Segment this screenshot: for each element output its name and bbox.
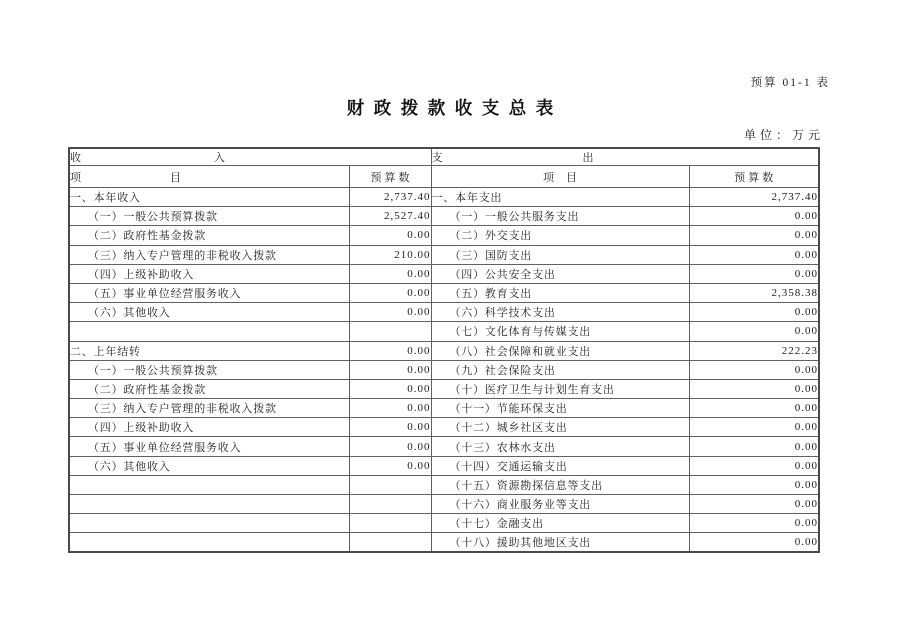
income-item-cell: （六）其他收入 xyxy=(69,303,349,322)
expense-value-cell: 0.00 xyxy=(689,379,819,398)
income-item-cell: （二）政府性基金拨款 xyxy=(69,379,349,398)
budget-table xyxy=(68,147,820,553)
expense-item-cell: （三）国防支出 xyxy=(431,245,689,264)
expense-value-cell: 0.00 xyxy=(689,303,819,322)
expense-item-cell: （一）一般公共服务支出 xyxy=(431,207,689,226)
table-row xyxy=(69,456,819,475)
income-item-cell: （六）其他收入 xyxy=(69,456,349,475)
income-value-cell: 210.00 xyxy=(349,245,431,264)
income-value-cell xyxy=(349,322,431,341)
income-item-cell: （三）纳入专户管理的非税收入拨款 xyxy=(69,399,349,418)
table-row xyxy=(69,283,819,302)
expense-item-cell: （七）文化体育与传媒支出 xyxy=(431,322,689,341)
income-item-cell: （一）一般公共预算拨款 xyxy=(69,360,349,379)
expense-value-cell: 0.00 xyxy=(689,226,819,245)
table-row xyxy=(69,379,819,398)
income-item-cell xyxy=(69,533,349,552)
expense-value-cell: 0.00 xyxy=(689,418,819,437)
expense-section-header: 支出 xyxy=(431,148,819,166)
expense-item-cell: （五）教育支出 xyxy=(431,283,689,302)
income-item-cell: （五）事业单位经营服务收入 xyxy=(69,437,349,456)
income-item-cell: 二、上年结转 xyxy=(69,341,349,360)
income-item-cell: （四）上级补助收入 xyxy=(69,418,349,437)
income-value-cell: 0.00 xyxy=(349,379,431,398)
table-row xyxy=(69,264,819,283)
expense-item-cell: （十四）交通运输支出 xyxy=(431,456,689,475)
expense-item-cell: （十一）节能环保支出 xyxy=(431,399,689,418)
expense-item-cell: （二）外交支出 xyxy=(431,226,689,245)
income-item-cell xyxy=(69,475,349,494)
income-item-cell xyxy=(69,514,349,533)
income-value-cell: 2,737.40 xyxy=(349,188,431,207)
income-value-cell: 0.00 xyxy=(349,437,431,456)
expense-item-cell: （六）科学技术支出 xyxy=(431,303,689,322)
expense-value-cell: 0.00 xyxy=(689,207,819,226)
expense-value-cell: 0.00 xyxy=(689,475,819,494)
income-value-cell xyxy=(349,495,431,514)
expense-value-cell: 222.23 xyxy=(689,341,819,360)
expense-item-cell: 一、本年支出 xyxy=(431,188,689,207)
expense-value-cell: 0.00 xyxy=(689,514,819,533)
income-section-header: 收入 xyxy=(69,148,431,166)
table-row xyxy=(69,245,819,264)
table-row xyxy=(69,399,819,418)
table-row xyxy=(69,226,819,245)
table-row xyxy=(69,514,819,533)
table-row xyxy=(69,360,819,379)
income-value-cell: 0.00 xyxy=(349,226,431,245)
income-value-cell xyxy=(349,514,431,533)
expense-item-column-header: 项目 xyxy=(431,166,689,188)
doc-code: 预算 01-1 表 xyxy=(750,77,830,89)
expense-item-cell: （十）医疗卫生与计划生育支出 xyxy=(431,379,689,398)
expense-value-cell: 0.00 xyxy=(689,264,819,283)
expense-value-cell: 2,358.38 xyxy=(689,283,819,302)
page-title: 财政拨款收支总表 xyxy=(346,98,563,118)
income-item-cell: （三）纳入专户管理的非税收入拨款 xyxy=(69,245,349,264)
expense-item-cell: （十五）资源勘探信息等支出 xyxy=(431,475,689,494)
income-item-cell: （四）上级补助收入 xyxy=(69,264,349,283)
table-row xyxy=(69,322,819,341)
income-value-cell: 0.00 xyxy=(349,418,431,437)
expense-value-cell: 0.00 xyxy=(689,399,819,418)
expense-item-cell: （九）社会保险支出 xyxy=(431,360,689,379)
income-value-cell xyxy=(349,533,431,552)
income-item-cell: （一）一般公共预算拨款 xyxy=(69,207,349,226)
table-row xyxy=(69,207,819,226)
expense-item-cell: （十六）商业服务业等支出 xyxy=(431,495,689,514)
column-header-row xyxy=(69,166,819,188)
expense-value-cell: 0.00 xyxy=(689,245,819,264)
expense-item-cell: （十七）金融支出 xyxy=(431,514,689,533)
table-row xyxy=(69,303,819,322)
expense-item-cell: （十三）农林水支出 xyxy=(431,437,689,456)
income-value-cell: 0.00 xyxy=(349,264,431,283)
income-item-cell: （二）政府性基金拨款 xyxy=(69,226,349,245)
section-header-row xyxy=(69,148,819,166)
income-value-cell: 0.00 xyxy=(349,341,431,360)
expense-item-cell: （十八）援助其他地区支出 xyxy=(431,533,689,552)
table-row xyxy=(69,437,819,456)
table-row xyxy=(69,418,819,437)
income-value-column-header: 预算数 xyxy=(349,166,431,188)
table-row xyxy=(69,341,819,360)
expense-value-cell: 0.00 xyxy=(689,456,819,475)
income-item-cell xyxy=(69,322,349,341)
expense-item-cell: （八）社会保障和就业支出 xyxy=(431,341,689,360)
table-row xyxy=(69,533,819,552)
income-value-cell: 2,527.40 xyxy=(349,207,431,226)
income-value-cell: 0.00 xyxy=(349,360,431,379)
expense-value-cell: 0.00 xyxy=(689,533,819,552)
table-row xyxy=(69,188,819,207)
expense-value-cell: 0.00 xyxy=(689,322,819,341)
expense-item-cell: （四）公共安全支出 xyxy=(431,264,689,283)
income-value-cell: 0.00 xyxy=(349,303,431,322)
income-value-cell xyxy=(349,475,431,494)
expense-value-column-header: 预算数 xyxy=(689,166,819,188)
income-item-cell xyxy=(69,495,349,514)
income-item-cell: （五）事业单位经营服务收入 xyxy=(69,283,349,302)
income-value-cell: 0.00 xyxy=(349,399,431,418)
table-row xyxy=(69,475,819,494)
income-item-column-header: 项目 xyxy=(69,166,349,188)
income-value-cell: 0.00 xyxy=(349,283,431,302)
expense-value-cell: 2,737.40 xyxy=(689,188,819,207)
expense-value-cell: 0.00 xyxy=(689,360,819,379)
table-row xyxy=(69,495,819,514)
expense-value-cell: 0.00 xyxy=(689,437,819,456)
unit-note: 单位：万元 xyxy=(743,128,824,142)
income-item-cell: 一、本年收入 xyxy=(69,188,349,207)
expense-value-cell: 0.00 xyxy=(689,495,819,514)
income-value-cell: 0.00 xyxy=(349,456,431,475)
expense-item-cell: （十二）城乡社区支出 xyxy=(431,418,689,437)
